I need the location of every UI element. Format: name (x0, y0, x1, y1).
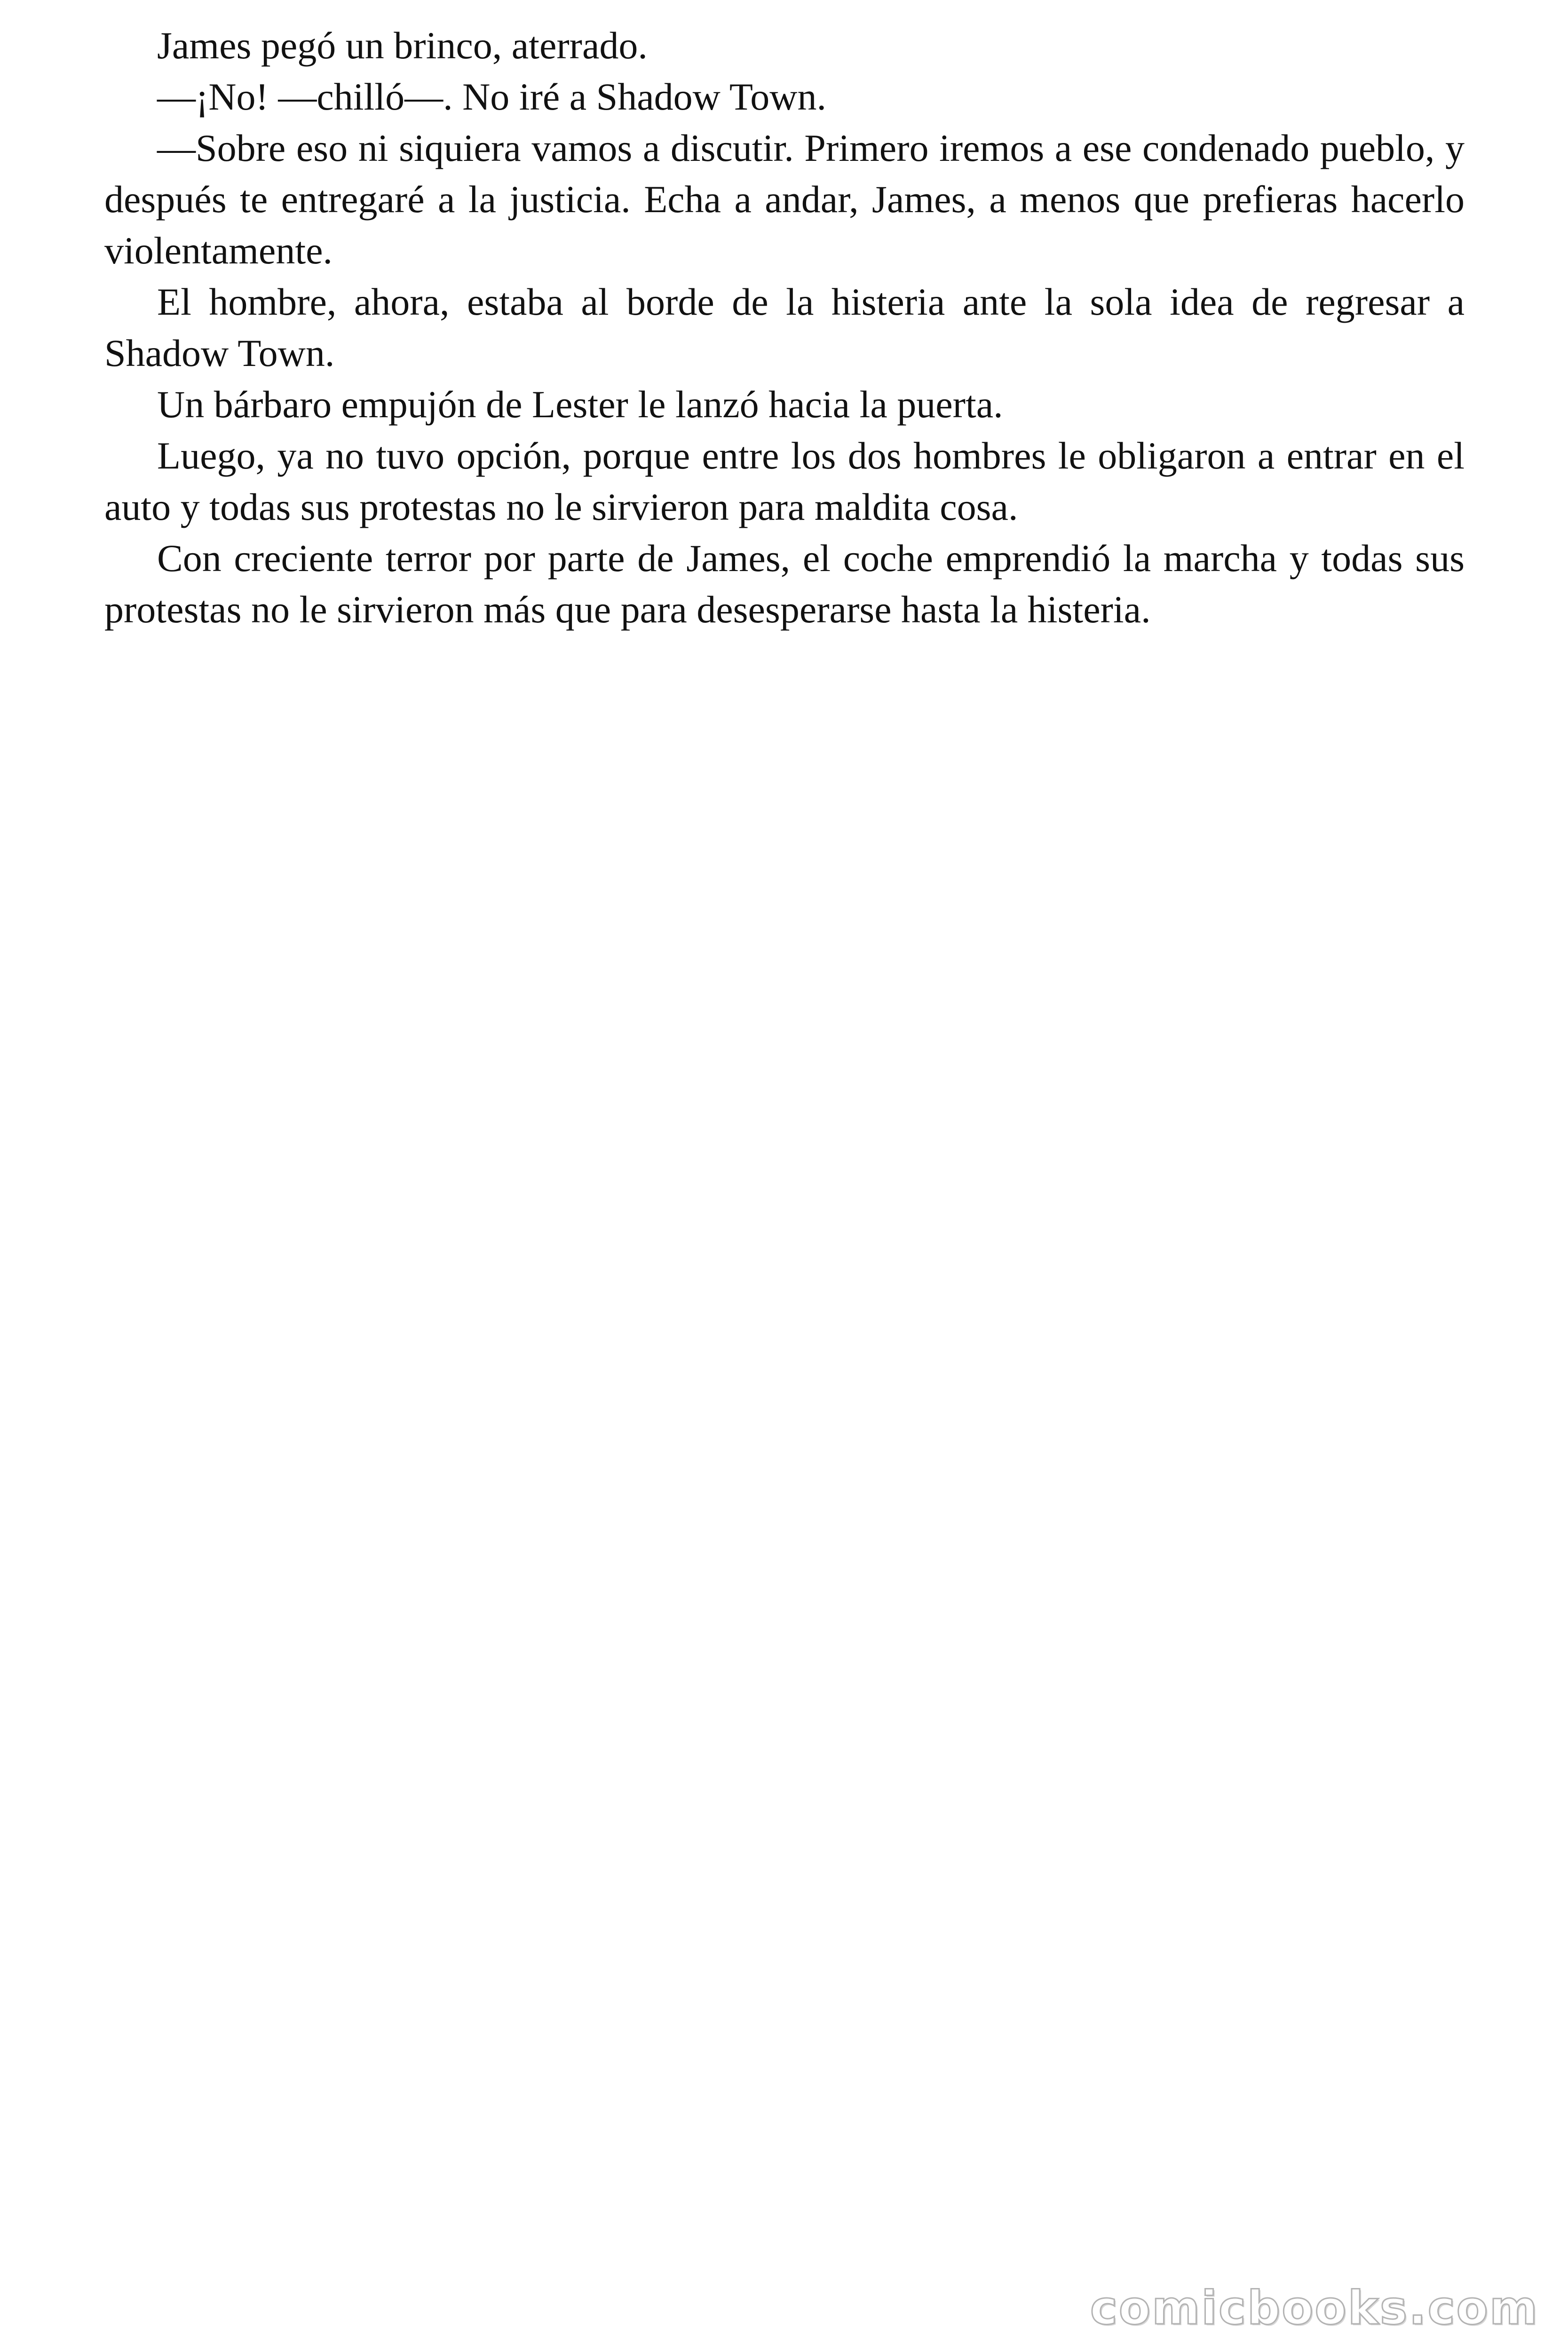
paragraph: Con creciente terror por parte de James, el coche emprendió la marcha y todas sus protestas no le sirvieron más que para desesperarse hasta la histeria. (104, 537, 1465, 631)
page-text (104, 20, 1465, 635)
paragraph: James pegó un brinco, aterrado. (157, 24, 648, 67)
paragraph: —Sobre eso ni siquiera vamos a discutir. Primero iremos a ese condenado pueblo, y después te entregaré a la justicia. Echa a andar, James, a menos que prefieras hacerlo violentamente. (104, 127, 1465, 272)
paragraph: El hombre, ahora, estaba al borde de la histeria ante la sola idea de regresar a Shadow Town. (104, 280, 1465, 374)
paragraph: Luego, ya no tuvo opción, porque entre los dos hombres le obligaron a entrar en el auto y todas sus protestas no le sirvieron para maldita cosa. (104, 434, 1465, 528)
paragraph: —¡No! —chilló—. No iré a Shadow Town. (157, 75, 826, 118)
paragraph: Un bárbaro empujón de Lester le lanzó hacia la puerta. (157, 383, 1003, 426)
watermark: comicbooks.com (1090, 2281, 1539, 2335)
